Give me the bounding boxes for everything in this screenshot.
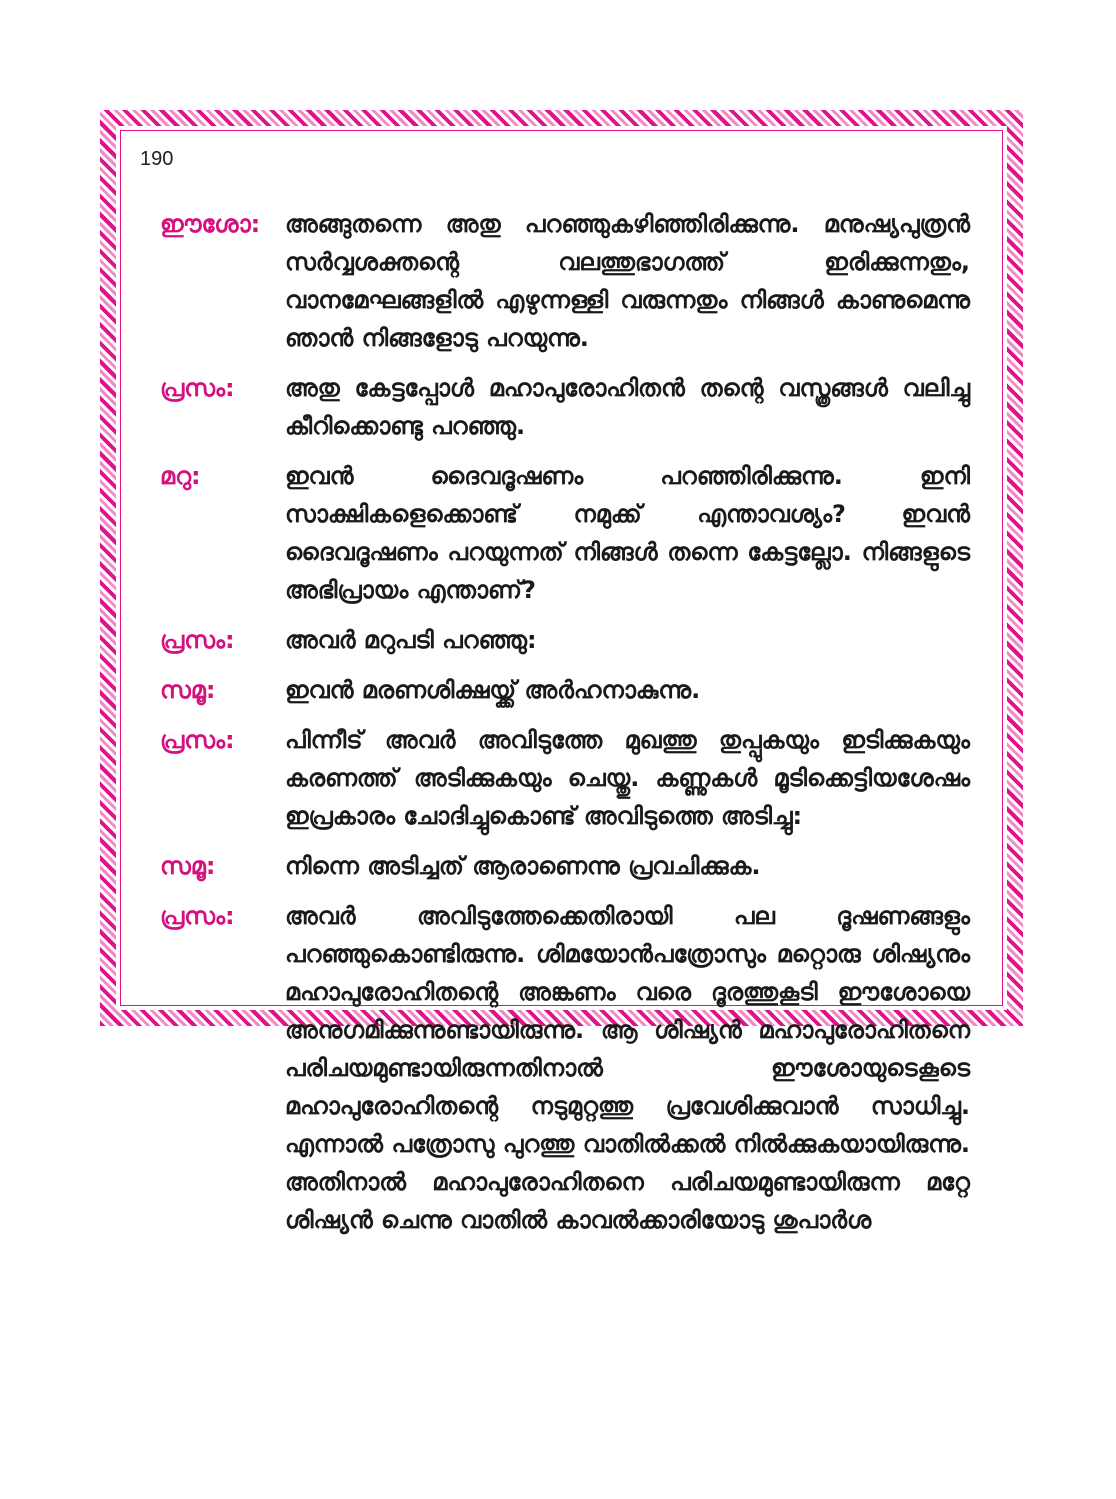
dialogue-entry	[160, 205, 970, 357]
speaker-label: പ്രസം:	[160, 626, 235, 654]
speaker-label: പ്രസം:	[160, 902, 235, 930]
dialogue-entry	[160, 457, 970, 609]
dialogue-content	[160, 205, 970, 1251]
speech-text: നിന്നെ അടിച്ചത് ആരാണെന്നു പ്രവചിക്കുക.	[285, 852, 761, 880]
dialogue-entry	[160, 897, 970, 1239]
speaker-label: പ്രസം:	[160, 726, 235, 754]
speaker-label: ഈശോ:	[160, 210, 261, 238]
speaker-label: സമൂ:	[160, 676, 216, 704]
speech-text: അങ്ങുതന്നെ അതു പറഞ്ഞുകഴിഞ്ഞിരിക്കുന്നു. മനുഷ്യപുത്രൻ സർവ്വശക്തന്റെ വലത്തുഭാഗത്ത് ഇരിക്കുന്നതും, വാനമേഘങ്ങളിൽ എഴുന്നള്ളി വരുന്നതും നിങ്ങൾ കാണുമെന്നു ഞാൻ നിങ്ങളോടു പറയുന്നു.	[285, 210, 970, 352]
dialogue-entry	[160, 721, 970, 835]
dialogue-entry	[160, 369, 970, 445]
dialogue-entry	[160, 847, 970, 885]
speech-text: ഇവൻ മരണശിക്ഷയ്ക്ക് അർഹനാകുന്നു.	[285, 676, 701, 704]
page-number: 190	[140, 148, 174, 170]
speaker-label: പ്രസം:	[160, 374, 235, 402]
speaker-label: മറു:	[160, 462, 201, 490]
speaker-label: സമൂ:	[160, 852, 216, 880]
dialogue-entry	[160, 671, 970, 709]
speech-text: അവർ മറുപടി പറഞ്ഞു:	[285, 626, 537, 654]
speech-text: ഇവൻ ദൈവദൂഷണം പറഞ്ഞിരിക്കുന്നു. ഇനി സാക്ഷികളെക്കൊണ്ട് നമുക്ക് എന്താവശ്യം? ഇവൻ ദൈവദൂഷണം പറയുന്നത് നിങ്ങൾ തന്നെ കേട്ടല്ലോ. നിങ്ങളുടെ അഭിപ്രായം എന്താണ്?	[285, 462, 970, 604]
speech-text: അതു കേട്ടപ്പോൾ മഹാപുരോഹിതൻ തന്റെ വസ്ത്രങ്ങൾ വലിച്ചു കീറിക്കൊണ്ടു പറഞ്ഞു.	[285, 374, 970, 440]
dialogue-entry	[160, 621, 970, 659]
speech-text: പിന്നീട് അവർ അവിടുത്തേ മുഖത്തു തുപ്പുകയും ഇടിക്കുകയും കരണത്ത് അടിക്കുകയും ചെയ്തു. കണ്ണുകൾ മൂടിക്കെട്ടിയശേഷം ഇപ്രകാരം ചോദിച്ചുകൊണ്ട് അവിടുത്തെ അടിച്ചു:	[285, 726, 970, 830]
speech-text: അവർ അവിടുത്തേക്കെതിരായി പല ദൂഷണങ്ങളും പറഞ്ഞുകൊണ്ടിരുന്നു. ശിമയോൻപത്രോസും മറ്റൊരു ശിഷ്യനും മഹാപുരോഹിതന്റെ അങ്കണം വരെ ദൂരത്തുകൂടി ഈശോയെ അനുഗമിക്കുന്നുണ്ടായിരുന്നു. ആ ശിഷ്യൻ മഹാപുരോഹിതനെ പരിചയമുണ്ടായിരുന്നതിനാൽ ഈശോയുടെകൂടെ മഹാപുരോഹിതന്റെ നടുമുറ്റത്തു പ്രവേശിക്കുവാൻ സാധിച്ചു. എന്നാൽ പത്രോസു പുറത്തു വാതിൽക്കൽ നിൽക്കുകയായിരുന്നു. അതിനാൽ മഹാപുരോഹിതനെ പരിചയമുണ്ടായിരുന്ന മറ്റേ ശിഷ്യൻ ചെന്നു വാതിൽ കാവൽക്കാരിയോടു ശുപാർശ	[285, 902, 970, 1234]
